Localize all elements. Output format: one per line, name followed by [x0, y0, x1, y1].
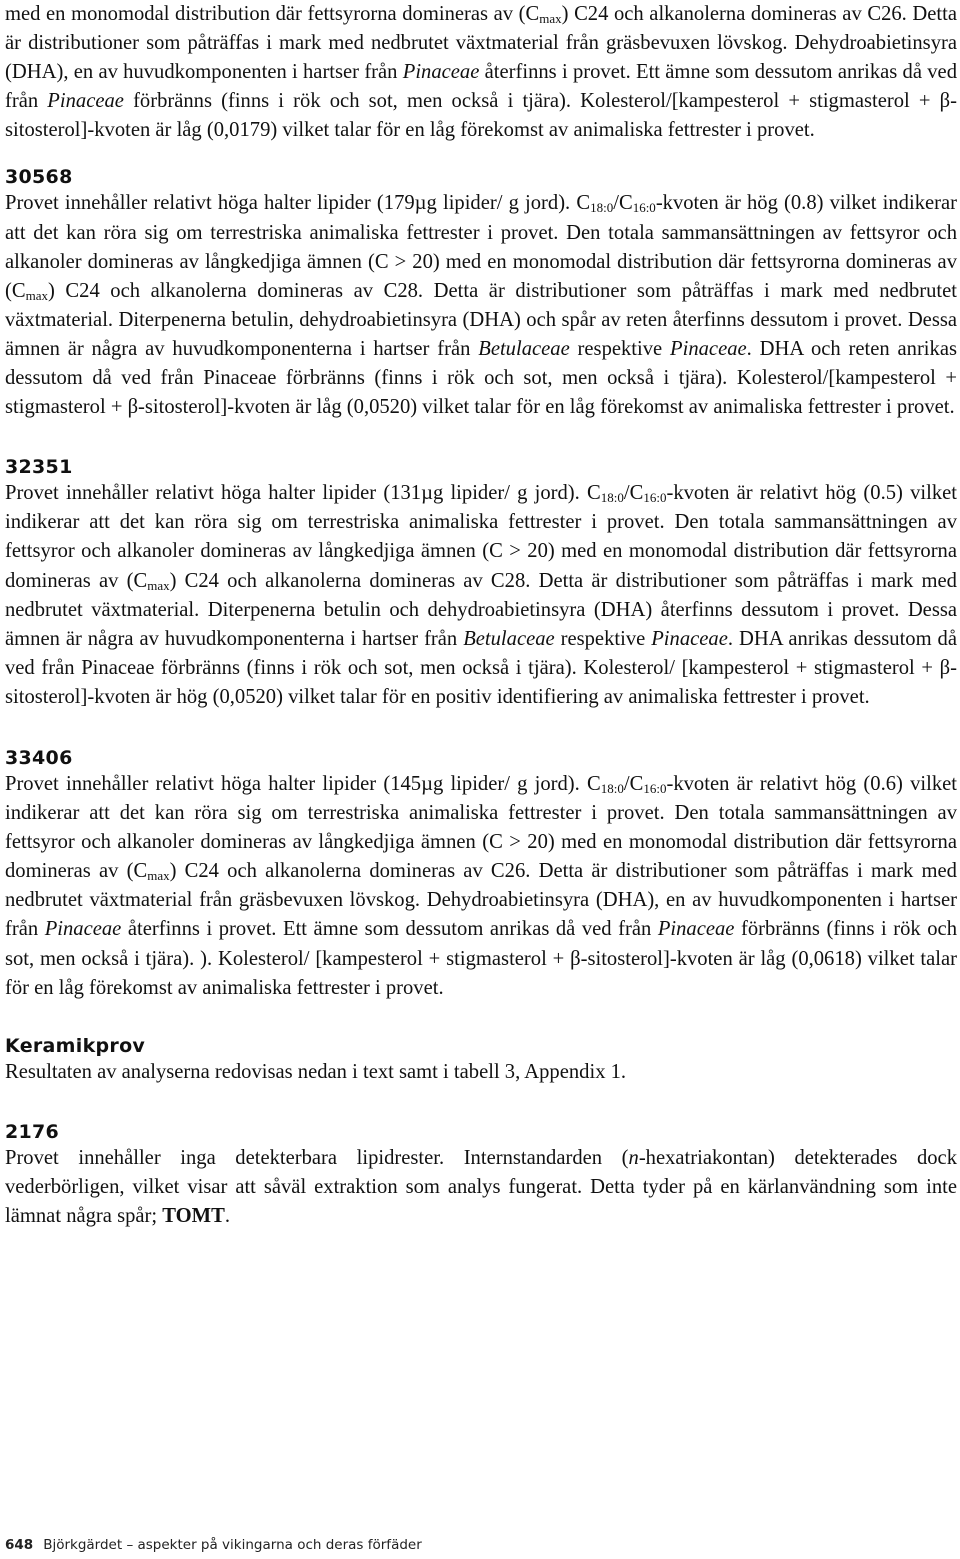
document-page — [5, 0, 957, 1231]
keramik-intro-paragraph: Resultaten av analyserna redovisas nedan i text samt i tabell 3, Appendix 1. — [5, 1060, 627, 1083]
sample-heading-30568: 30568 — [5, 166, 73, 189]
sample-heading-32351: 32351 — [5, 456, 73, 479]
page-number: 648 — [5, 1537, 34, 1553]
sample-paragraph-33406: Provet innehåller relativt höga halter lipider (145µg lipider/ g jord). $C_{18:0}/C_{16:0}$-kvoten är relativt hög (0.6) vilket indikerar att det kan röra sig om terrestriska animaliska fettrester i provet. Den totala sammansättningen av fettsyror och alkanoler domineras av långkedjiga ämnen (C > 20) med en monomodal distribution där fettsyrorna domineras av $(C_{max})$ C24 och alkanolerna domineras av C26. Detta är distributioner som påträffas i mark med nedbrutet växtmaterial från gräsbevuxen lövskog. Dehydroabietinsyra (DHA), en av huvudkomponenten i hartser från Pinaceae återfinns i provet. Ett ämne som dessutom anrikas då ved från Pinaceae förbränns (finns i rök och sot, men också i tjära). ). Kolesterol/ [kampesterol + stigmasterol + β-sitosterol]-kvoten är låg (0,0618) vilket talar för en låg förekomst av animaliska fettrester i provet. — [5, 772, 957, 999]
running-title: Björkgärdet – aspekter på vikingarna och deras förfäder — [43, 1537, 422, 1553]
page-footer — [5, 1537, 422, 1553]
section-heading-keramikprov: Keramikprov — [5, 1034, 146, 1057]
sample-paragraph-2176: Provet innehåller inga detekterbara lipidrester. Internstandarden (n-hexatriakontan) detekterades dock vederbörligen, vilket visar att såväl extraktion som analys fungerat. Detta tyder på en kärlanvändning som inte lämnat några spår; TOMT. — [5, 1146, 957, 1227]
sample-heading-33406: 33406 — [5, 746, 73, 769]
sample-paragraph-30568: Provet innehåller relativt höga halter lipider (179µg lipider/ g jord). $C_{18:0}/C_{16:0}$-kvoten är hög (0.8) vilket indikerar att det kan röra sig om terrestriska animaliska fettrester i provet. Den totala sammansättningen av fettsyror och alkanoler domineras av långkedjiga ämnen (C > 20) med en monomodal distribution där fettsyrorna domineras av $(C_{max})$ C24 och alkanolerna domineras av C28. Detta är distributioner som påträffas i mark med nedbrutet växtmaterial. Diterpenerna betulin, dehydroabietinsyra (DHA) och spår av reten återfinns dessutom i provet. Dessa ämnen är några av huvudkomponenterna i hartser från Betulaceae respektive Pinaceae. DHA och reten anrikas dessutom då ved från Pinaceae förbränns (finns i rök och sot, men också i tjära). Kolesterol/[kampesterol + stigmasterol + β-sitosterol]-kvoten är låg (0,0520) vilket talar för en låg förekomst av animaliska fettrester i provet. — [5, 192, 957, 419]
sample-heading-2176: 2176 — [5, 1120, 60, 1143]
intro-paragraph: med en monomodal distribution där fettsyrorna domineras av $(C_{max})$ C24 och alkanolerna domineras av C26. Detta är distributioner som påträffas i mark med nedbrutet växtmaterial från gräsbevuxen lövskog. Dehydroabietinsyra (DHA), en av huvudkomponenten i hartser från Pinaceae återfinns i provet. Ett ämne som dessutom anrikas då ved från Pinaceae förbränns (finns i rök och sot, men också i tjära). Kolesterol/[kampesterol + stigmasterol + β-sitosterol]-kvoten är låg (0,0179) vilket talar för en låg förekomst av animaliska fettrester i provet. — [5, 3, 957, 142]
sample-paragraph-32351: Provet innehåller relativt höga halter lipider (131µg lipider/ g jord). $C_{18:0}/C_{16:0}$-kvoten är relativt hög (0.5) vilket indikerar att det kan röra sig om terrestriska animaliska fettrester i provet. Den totala sammansättningen av fettsyror och alkanoler domineras av långkedjiga ämnen (C > 20) med en monomodal distribution där fettsyrorna domineras av $(C_{max})$ C24 och alkanolerna domineras av C28. Detta är distributioner som påträffas i mark med nedbrutet växtmaterial. Diterpenerna betulin och dehydroabietinsyra (DHA) återfinns dessutom i provet. Dessa ämnen är några av huvudkomponenterna i hartser från Betulaceae respektive Pinaceae. DHA anrikas dessutom då ved från Pinaceae förbränns (finns i rök och sot, men också i tjära). Kolesterol/ [kampesterol + stigmasterol + β-sitosterol]-kvoten är hög (0,0520) vilket talar för en positiv identifiering av animaliska fettrester i provet. — [5, 482, 957, 708]
